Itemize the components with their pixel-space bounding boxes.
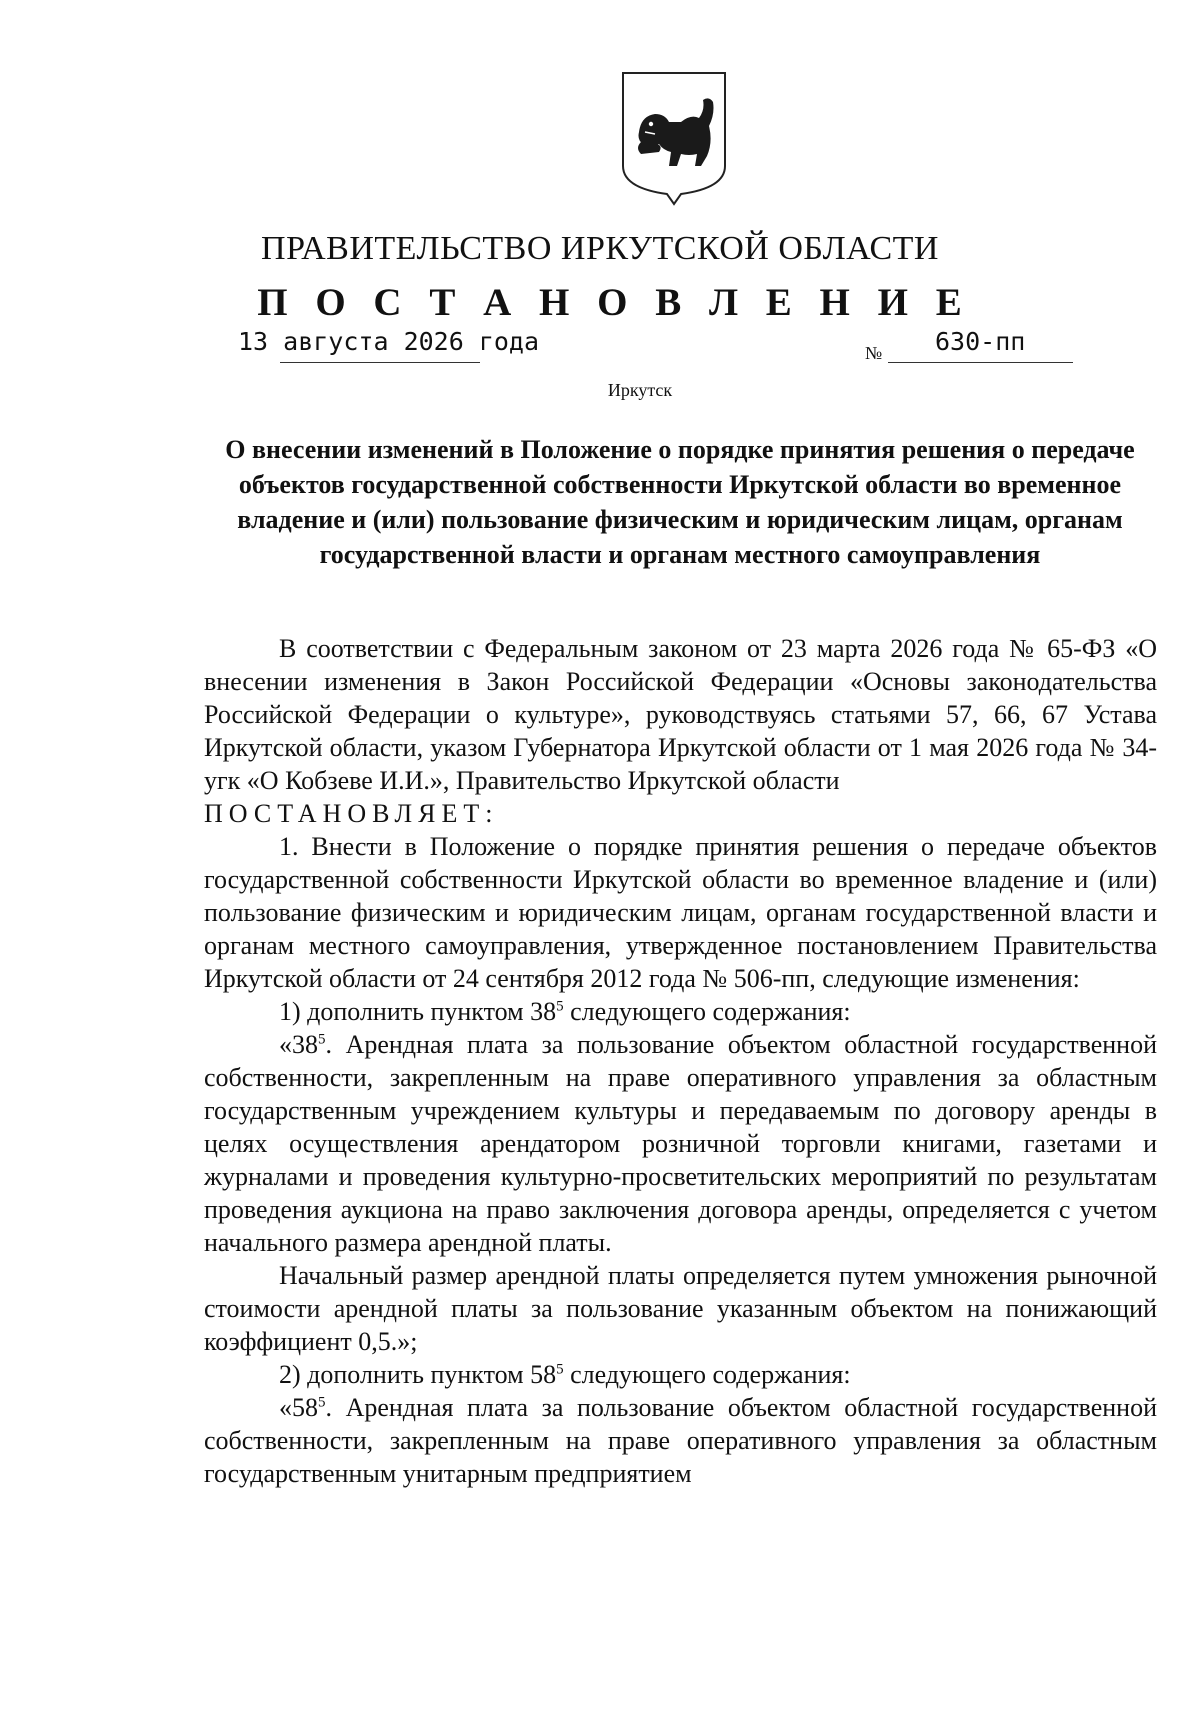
- point-58-number: «58: [279, 1393, 318, 1422]
- document-title: О внесении изменений в Положение о порядке принятия решения о передаче объектов государственной собственности Иркутской области во временное владение и (или) пользование физическим и юридическим лицам, органам государственной власти и органам местного самоуправления: [225, 435, 1135, 569]
- document-city: Иркутск: [607, 380, 673, 400]
- subitem-2-paragraph: [204, 1358, 1157, 1391]
- document-type: П О С Т А Н О В Л Е Н И Е: [257, 281, 971, 324]
- subitem-2-text: 2) дополнить пунктом 58: [279, 1360, 557, 1389]
- subitem-2-superscript: 5: [556, 1361, 564, 1378]
- decree-word: ПОСТАНОВЛЯЕТ:: [204, 799, 499, 828]
- quoted-point-38-paragraph: [204, 1028, 1157, 1259]
- item-1-paragraph: 1. Внести в Положение о порядке принятия решения о передаче объектов государственной собственности Иркутской области во временное владение и (или) пользование физическим и юридическим лицам, органам государственной власти и органам местного самоуправления, утвержденное постановлением Правительства Иркутской области от 24 сентября 2012 года № 506-пп, следующие изменения:: [204, 832, 1157, 993]
- number-sign: №: [865, 343, 883, 363]
- number-underline: [888, 362, 1073, 363]
- quoted-point-58-paragraph: [204, 1391, 1157, 1490]
- government-name: ПРАВИТЕЛЬСТВО ИРКУТСКОЙ ОБЛАСТИ: [261, 230, 939, 267]
- subitem-1-text-end: следующего содержания:: [563, 997, 851, 1026]
- preamble-paragraph: В соответствии с Федеральным законом от 23 марта 2026 года № 65-ФЗ «О внесении изменения в Закон Российской Федерации «Основы законодательства Российской Федерации о культуре», руководствуясь статьями 57, 66, 67 Устава Иркутской области, указом Губернатора Иркутской области от 1 мая 2026 года № 34-угк «О Кобзеве И.И.», Правительство Иркутской области: [204, 634, 1157, 795]
- subitem-2-text-end: следующего содержания:: [563, 1360, 851, 1389]
- point-38-text: . Арендная плата за пользование объектом областной государственной собственности, закрепленным на праве оперативного управления за областным государственным учреждением культуры и передаваемым по договору аренды в целях осуществления арендатором розничной торговли книгами, газетами и журналами и проведения культурно-просветительских мероприятий по результатам проведения аукциона на право заключения договора аренды, определяется с учетом начального размера арендной платы.: [204, 1030, 1157, 1257]
- point-58-superscript: 5: [318, 1394, 326, 1411]
- point-38-number: «38: [279, 1030, 318, 1059]
- subitem-1-paragraph: [204, 995, 1157, 1028]
- subitem-1-superscript: 5: [556, 998, 564, 1015]
- point-58-text: . Арендная плата за пользование объектом областной государственной собственности, закрепленным на праве оперативного управления за областным государственным унитарным предприятием: [204, 1393, 1157, 1488]
- quoted-point-38-paragraph-2: Начальный размер арендной платы определяется путем умножения рыночной стоимости арендной платы за пользование указанным объектом на понижающий коэффициент 0,5.»;: [204, 1261, 1157, 1356]
- document-date: 13 августа 2026 года: [238, 327, 540, 356]
- point-38-superscript: 5: [318, 1031, 326, 1048]
- document-number: 630-пп: [935, 327, 1026, 356]
- document-body: [204, 632, 1157, 1490]
- subitem-1-text: 1) дополнить пунктом 38: [279, 997, 557, 1026]
- coat-of-arms-icon: [619, 70, 729, 208]
- date-underline: [280, 362, 480, 363]
